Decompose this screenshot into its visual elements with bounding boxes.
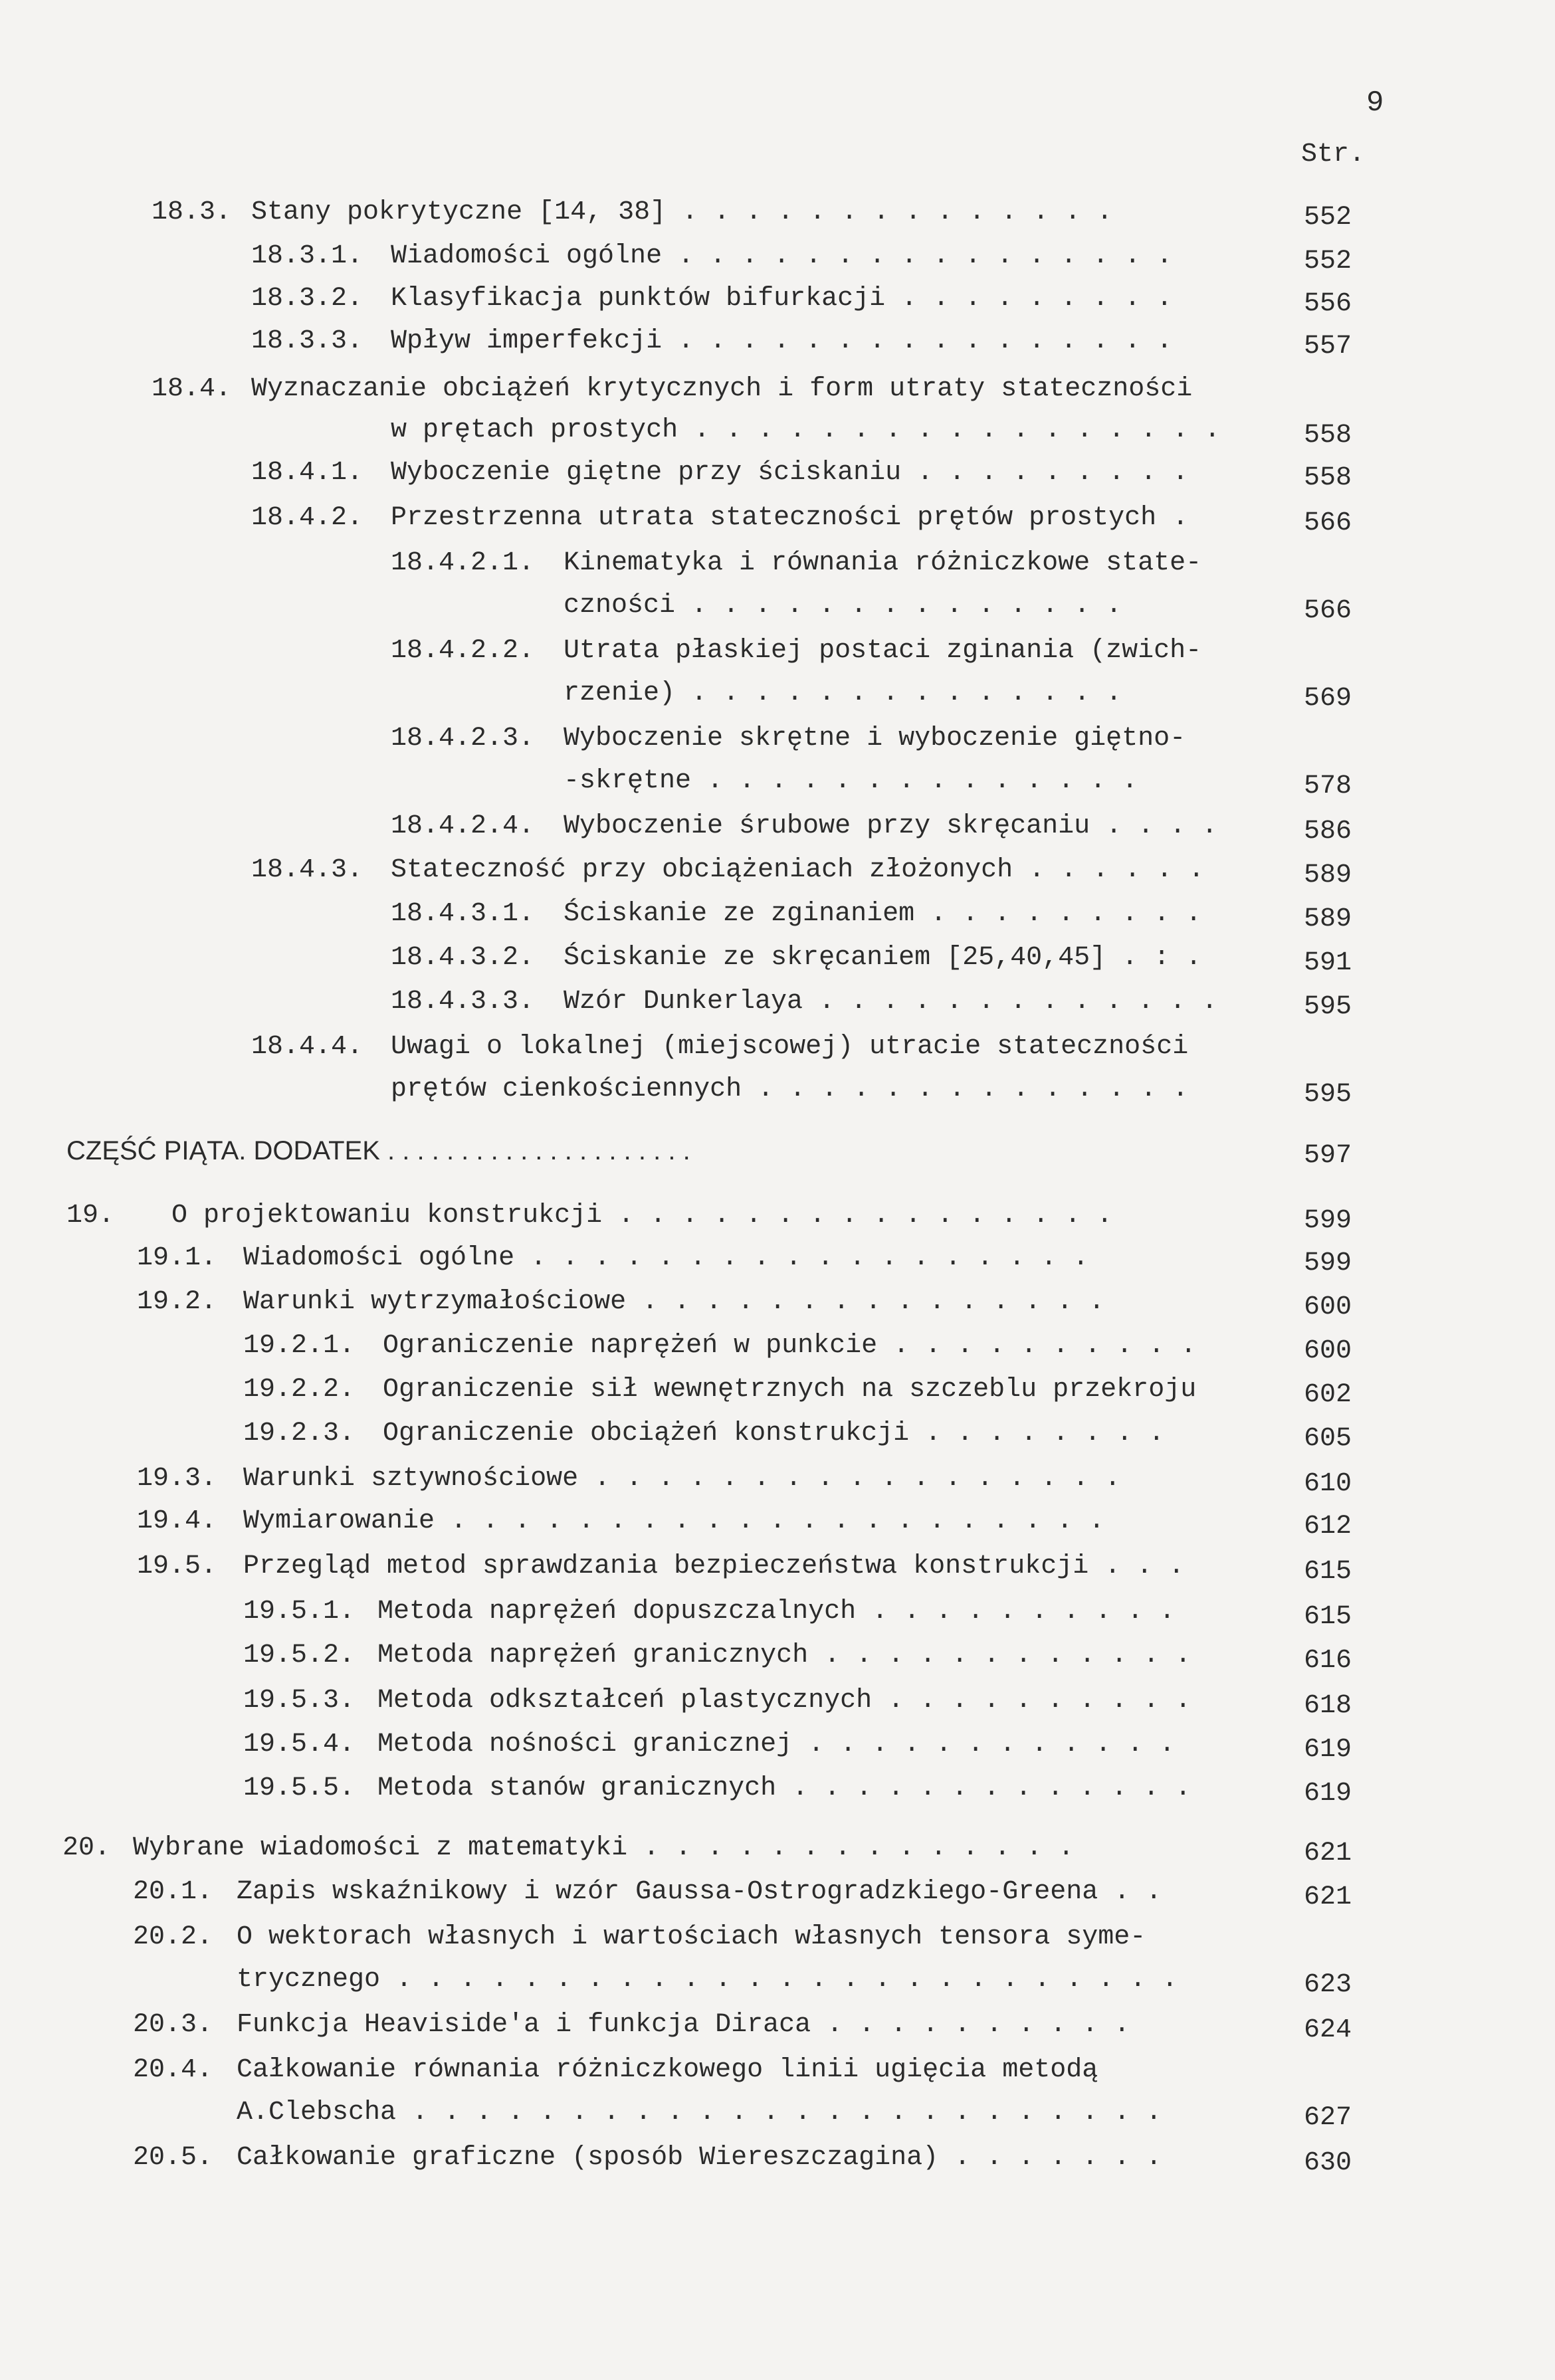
toc-leader-dots: . . . . . . . . . . [856, 1597, 1176, 1627]
toc-entry-number: 18.4.2.1. [391, 548, 535, 578]
toc-entry-number: 19.5. [137, 1551, 217, 1581]
toc-entry-text: Przestrzenna utrata stateczności prętów prostych [391, 503, 1157, 533]
toc-entry-text: Wyznaczanie obciążeń krytycznych i form utraty stateczności [251, 374, 1193, 404]
toc-entry-title [237, 1872, 1296, 1912]
toc-entry-title [383, 1414, 1296, 1454]
toc-entry-title [243, 1459, 1296, 1499]
toc-leader-dots: . . . . . . . . . . . . . . [675, 591, 1122, 621]
toc-leader-dots: . . . . . . . . . . [872, 1686, 1192, 1716]
toc-entry-text: Metoda nośności granicznej [377, 1730, 793, 1759]
toc-entry-title [251, 369, 1296, 409]
toc-entry-title [391, 279, 1296, 319]
toc-entry-text: trycznego [237, 1965, 381, 1995]
toc-entry-page: 558 [1304, 463, 1352, 493]
toc-entry-number: 19.2.3. [243, 1419, 356, 1448]
toc-entry-text: Wpływ imperfekcji [391, 326, 663, 356]
toc-entry-title [564, 761, 1296, 801]
toc-entry-title [377, 1592, 1296, 1632]
toc-leader-dots: . . . . . . . . . . . . . . [627, 1833, 1075, 1863]
toc-leader-dots: . . . . . . . . . . [811, 2010, 1130, 2040]
toc-leader-dots: . . . . [1090, 811, 1218, 841]
toc-leader-dots: . . . . . . . . . . . . . . [742, 1074, 1189, 1104]
toc-leader-dots: . . . . . . . . . [901, 458, 1189, 488]
toc-entry-text: prętów cienkościennych [391, 1074, 742, 1104]
page-number: 9 [1366, 86, 1384, 120]
toc-entry-text: rzenie) [564, 678, 676, 708]
toc-entry-title [237, 1918, 1296, 1957]
toc-entry-number: 18.4.4. [251, 1032, 363, 1062]
toc-leader-dots: . . . . . . . . . . . . . . . . . . . . . [379, 1136, 690, 1165]
toc-entry-number: 18.4.3. [251, 855, 363, 885]
toc-entry-text: CZĘŚĆ PIĄTA. DODATEK [66, 1136, 380, 1165]
toc-leader-dots: . . . . . . . . . [914, 899, 1202, 929]
toc-entry-text: Metoda naprężeń granicznych [377, 1640, 809, 1670]
toc-entry-page: 627 [1304, 2103, 1352, 2133]
page-column-header: Str. [1301, 140, 1366, 169]
toc-entry-title [243, 1239, 1296, 1278]
toc-entry-title [564, 544, 1296, 583]
toc-entry-number: 19.2.2. [243, 1375, 356, 1405]
toc-entry-title [391, 850, 1296, 890]
toc-entry-number: 19.5.2. [243, 1640, 356, 1670]
toc-entry-number: 20.5. [133, 2143, 213, 2173]
toc-entry-number: 20.4. [133, 2055, 213, 2085]
toc-entry-text: Wiadomości ogólne [391, 241, 663, 271]
toc-entry-title [564, 938, 1296, 978]
toc-entry-text: Wyboczenie skrętne i wyboczenie giętno- [564, 724, 1186, 753]
toc-entry-page: 630 [1304, 2148, 1352, 2178]
toc-entry-number: 18.4.3.3. [391, 987, 535, 1017]
toc-entry-text: Wymiarowanie [243, 1506, 435, 1536]
toc-entry-page: 566 [1304, 596, 1352, 626]
toc-entry-page: 558 [1304, 421, 1352, 450]
toc-entry-number: 18.3.3. [251, 326, 363, 356]
toc-entry-page: 586 [1304, 817, 1352, 846]
toc-part-heading [66, 1131, 1296, 1171]
toc-entry-number: 20. [62, 1833, 111, 1863]
toc-entry-text: Ściskanie ze skręcaniem [25,40,45] [564, 943, 1106, 973]
toc-leader-dots: . . . . . . . . . . . . . . [666, 197, 1113, 227]
toc-entry-title [243, 1282, 1296, 1322]
toc-entry-title [377, 1681, 1296, 1721]
toc-entry-text: Wyboczenie śrubowe przy skręcaniu [564, 811, 1090, 841]
toc-entry-number: 19.4. [137, 1506, 217, 1536]
toc-entry-title [564, 674, 1296, 714]
toc-entry-text: Uwagi o lokalnej (miejscowej) utracie stateczności [391, 1032, 1189, 1062]
toc-leader-dots: . . . . . . . . . . [877, 1331, 1197, 1361]
toc-entry-title [564, 719, 1296, 759]
toc-entry-title [243, 1502, 1296, 1541]
toc-entry-title [237, 2093, 1296, 2133]
toc-entry-number: 19.5.1. [243, 1597, 356, 1627]
toc-entry-number: 19.2.1. [243, 1331, 356, 1361]
toc-entry-number: 18.3.1. [251, 241, 363, 271]
toc-entry-page: 599 [1304, 1248, 1352, 1278]
toc-entry-title [391, 1070, 1296, 1110]
toc-entry-number: 19.5.4. [243, 1730, 356, 1759]
toc-entry-text: w prętach prostych [391, 415, 678, 445]
toc-entry-page: 615 [1304, 1557, 1352, 1587]
toc-entry-title [243, 1547, 1296, 1587]
toc-entry-title [377, 1725, 1296, 1765]
toc-entry-page: 578 [1304, 771, 1352, 801]
toc-entry-number: 19.5.5. [243, 1773, 356, 1803]
toc-entry-page: 619 [1304, 1735, 1352, 1765]
toc-leader-dots: . . . . . . . . . . . . . . . . [602, 1201, 1113, 1231]
toc-entry-text: Przegląd metod sprawdzania bezpieczeństwa konstrukcji [243, 1551, 1089, 1581]
toc-entry-page: 605 [1304, 1424, 1352, 1454]
toc-entry-number: 20.3. [133, 2010, 213, 2040]
toc-entry-text: Zapis wskaźnikowy i wzór Gaussa-Ostrogradzkiego-Greena [237, 1877, 1098, 1907]
toc-entry-page: 569 [1304, 684, 1352, 714]
toc-entry-page: 618 [1304, 1691, 1352, 1721]
toc-entry-page: 616 [1304, 1646, 1352, 1676]
toc-entry-page: 589 [1304, 904, 1352, 934]
toc-entry-page: 623 [1304, 1970, 1352, 2000]
toc-entry-page: 599 [1304, 1206, 1352, 1236]
toc-entry-page: 602 [1304, 1380, 1352, 1410]
toc-entry-title [564, 894, 1296, 934]
toc-entry-number: 18.3. [152, 197, 232, 227]
toc-entry-title [564, 807, 1296, 846]
toc-entry-page: 566 [1304, 508, 1352, 538]
toc-entry-text: -skrętne [564, 766, 692, 796]
toc-entry-text: Stany pokrytyczne [14, 38] [251, 197, 667, 227]
toc-entry-text: Ograniczenie sił wewnętrznych na szczeblu przekroju [383, 1375, 1197, 1405]
toc-entry-title [391, 322, 1296, 361]
toc-entry-title [237, 2138, 1296, 2178]
toc-leader-dots: . . . . . . . [938, 2143, 1162, 2173]
toc-entry-page: 557 [1304, 332, 1352, 361]
toc-entry-page: 595 [1304, 992, 1352, 1022]
toc-leader-dots: . . . [1088, 1551, 1185, 1581]
toc-entry-text: Wybrane wiadomości z matematyki [133, 1833, 628, 1863]
toc-entry-number: 18.4. [152, 374, 232, 404]
toc-entry-text: A.Clebscha [237, 2098, 397, 2128]
toc-leader-dots: . : . [1106, 943, 1202, 973]
toc-leader-dots: . . . . . . . . . . . . [808, 1640, 1192, 1670]
toc-leader-dots: . . . . . . . . . . . . . [776, 1773, 1192, 1803]
toc-entry-page: 591 [1304, 948, 1352, 978]
toc-entry-title [383, 1370, 1296, 1410]
toc-entry-number: 18.4.1. [251, 458, 363, 488]
toc-entry-text: Utrata płaskiej postaci zginania (zwich- [564, 636, 1202, 666]
toc-entry-page: 624 [1304, 2015, 1352, 2045]
toc-entry-page: 612 [1304, 1512, 1352, 1541]
toc-entry-text: czności [564, 591, 676, 621]
toc-entry-number: 19.3. [137, 1464, 217, 1494]
toc-entry-page: 589 [1304, 860, 1352, 890]
toc-leader-dots: . . . . . . . . . . . . . . . . . [578, 1464, 1121, 1494]
toc-leader-dots: . . . . . . . . . . . . . . . . [662, 326, 1173, 356]
toc-entry-page: 619 [1304, 1779, 1352, 1809]
toc-leader-dots: . . . . . . . . . . . . [792, 1730, 1176, 1759]
toc-entry-title [251, 193, 1296, 233]
toc-entry-number: 18.4.2.3. [391, 724, 535, 753]
toc-leader-dots: . . . . . . [1013, 855, 1205, 885]
toc-entry-number: 18.3.2. [251, 284, 363, 314]
toc-entry-page: 600 [1304, 1292, 1352, 1322]
toc-leader-dots: . . . . . . . . . . . . . . . . . . . . . . . . . [380, 1965, 1178, 1995]
toc-entry-text: Ograniczenie naprężeń w punkcie [383, 1331, 878, 1361]
toc-entry-title [564, 631, 1296, 671]
toc-leader-dots: . . . . . . . . . . . . . . . . . . [514, 1243, 1089, 1273]
toc-leader-dots: . . [1098, 1877, 1162, 1907]
toc-entry-text: Ściskanie ze zginaniem [564, 899, 915, 929]
toc-entry-text: Ograniczenie obciążeń konstrukcji [383, 1419, 910, 1448]
toc-entry-title [237, 2050, 1296, 2090]
toc-entry-text: Kinematyka i równania różniczkowe state- [564, 548, 1202, 578]
toc-entry-text: O projektowaniu konstrukcji [171, 1201, 603, 1231]
toc-entry-text: Metoda naprężeń dopuszczalnych [377, 1597, 857, 1627]
toc-entry-title [564, 586, 1296, 626]
toc-entry-title [564, 982, 1296, 1022]
toc-leader-dots: . . . . . . . . [909, 1419, 1165, 1448]
toc-leader-dots: . . . . . . . . . [885, 284, 1173, 314]
toc-entry-text: Funkcja Heaviside'a i funkcja Diraca [237, 2010, 811, 2040]
toc-entry-title [377, 1769, 1296, 1809]
toc-entry-title [237, 2005, 1296, 2045]
toc-entry-number: 19. [66, 1201, 115, 1231]
toc-entry-page: 615 [1304, 1602, 1352, 1632]
toc-entry-text: Metoda odkształceń plastycznych [377, 1686, 873, 1716]
toc-leader-dots: . . . . . . . . . . . . . . . [626, 1287, 1105, 1317]
toc-entry-text: Wiadomości ogólne [243, 1243, 515, 1273]
toc-entry-text: Warunki wytrzymałościowe [243, 1287, 627, 1317]
toc-entry-title [391, 237, 1296, 276]
toc-entry-page: 621 [1304, 1838, 1352, 1868]
toc-entry-text: Stateczność przy obciążeniach złożonych [391, 855, 1013, 885]
toc-entry-title [133, 1829, 1296, 1868]
toc-entry-number: 18.4.2. [251, 503, 363, 533]
toc-entry-text: Całkowanie graficzne (sposób Wiereszczagina) [237, 2143, 939, 2173]
toc-entry-number: 18.4.3.1. [391, 899, 535, 929]
toc-entry-title [391, 453, 1296, 493]
toc-entry-number: 18.4.2.2. [391, 636, 535, 666]
toc-entry-page: 552 [1304, 247, 1352, 276]
toc-leader-dots: . . . . . . . . . . . . . . . . . [678, 415, 1221, 445]
toc-entry-number: 19.2. [137, 1287, 217, 1317]
toc-leader-dots: . . . . . . . . . . . . . [803, 987, 1218, 1017]
toc-entry-page: 595 [1304, 1080, 1352, 1110]
toc-entry-number: 19.1. [137, 1243, 217, 1273]
toc-leader-dots: . . . . . . . . . . . . . . [691, 766, 1138, 796]
toc-entry-text: O wektorach własnych i wartościach własnych tensora syme- [237, 1922, 1146, 1952]
toc-entry-page: 600 [1304, 1336, 1352, 1366]
toc-leader-dots: . . . . . . . . . . . . . . . . . . . . . [435, 1506, 1105, 1536]
toc-entry-page: 552 [1304, 203, 1352, 233]
toc-entry-title [377, 1636, 1296, 1676]
toc-entry-text: Metoda stanów granicznych [377, 1773, 777, 1803]
toc-entry-title [237, 1960, 1296, 2000]
toc-entry-text: Warunki sztywnościowe [243, 1464, 579, 1494]
toc-entry-number: 19.5.3. [243, 1686, 356, 1716]
toc-leader-dots: . . . . . . . . . . . . . . . . . . . . . . . . [396, 2098, 1162, 2128]
toc-entry-text: Klasyfikacja punktów bifurkacji [391, 284, 886, 314]
toc-entry-title [391, 1027, 1296, 1067]
toc-entry-title [383, 1326, 1296, 1366]
toc-entry-number: 20.2. [133, 1922, 213, 1952]
toc-leader-dots: . . . . . . . . . . . . . . . . [662, 241, 1173, 271]
toc-leader-dots: . [1156, 503, 1189, 533]
toc-entry-text: Wzór Dunkerlaya [564, 987, 803, 1017]
toc-entry-title [391, 498, 1296, 538]
toc-entry-number: 18.4.3.2. [391, 943, 535, 973]
toc-entry-title [171, 1196, 1296, 1236]
toc-entry-page: 621 [1304, 1882, 1352, 1912]
toc-entry-page: 610 [1304, 1469, 1352, 1499]
toc-entry-text: Całkowanie równania różniczkowego linii ugięcia metodą [237, 2055, 1098, 2085]
toc-entry-title [391, 411, 1296, 450]
toc-entry-number: 18.4.2.4. [391, 811, 535, 841]
toc-leader-dots: . . . . . . . . . . . . . . [675, 678, 1122, 708]
toc-entry-page: 556 [1304, 289, 1352, 319]
toc-entry-text: Wyboczenie giętne przy ściskaniu [391, 458, 902, 488]
toc-entry-number: 20.1. [133, 1877, 213, 1907]
toc-entry-page: 597 [1304, 1141, 1352, 1171]
